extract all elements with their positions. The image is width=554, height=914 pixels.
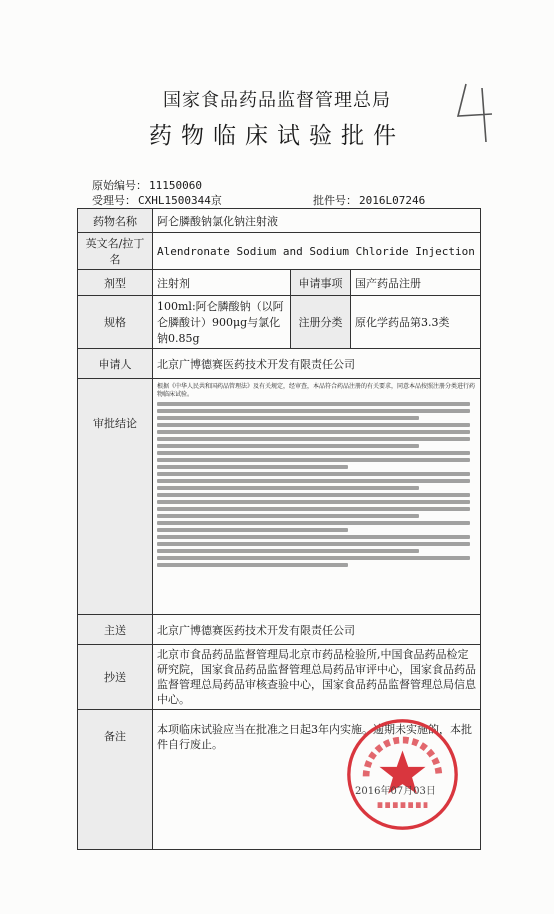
send-to: 北京广博德赛医药技术开发有限责任公司 (153, 615, 481, 645)
applicant-label: 申请人 (78, 349, 153, 379)
original-number-label: 原始编号： (92, 179, 147, 192)
registration-class-label: 注册分类 (291, 296, 351, 349)
acceptance-number (92, 192, 222, 208)
english-name: Alendronate Sodium and Sodium Chloride Injection (153, 233, 481, 270)
seal-date: 2016年07月03日 (355, 786, 436, 797)
document-title: 药物临床试验批件 (149, 123, 405, 149)
conclusion-fine-print (157, 402, 476, 567)
drug-name-label: 药物名称 (78, 209, 153, 233)
applicant: 北京广博德赛医药技术开发有限责任公司 (153, 349, 481, 379)
issuing-authority: 国家食品药品监督管理总局 (163, 90, 391, 111)
cc: 北京市食品药品监督管理局北京市药品检验所,中国食品药品检定研究院，国家食品药品监督管理总局药品审评中心，国家食品药品监督管理总局药品审核查验中心，国家食品药品监督管理总局信息中心。 (153, 645, 481, 710)
dosage-form-label: 剂型 (78, 270, 153, 296)
acceptance-number-label: 受理号： (92, 194, 136, 207)
conclusion-body (153, 379, 481, 615)
approval-number-value: 2016L07246 (359, 194, 426, 207)
specification-label: 规格 (78, 296, 153, 349)
original-number (92, 177, 202, 193)
approval-number-label: 批件号： (313, 194, 357, 207)
dosage-form: 注射剂 (153, 270, 291, 296)
specification: 100ml:阿仑膦酸钠（以阿仑膦酸计）900μg与氯化钠0.85g (153, 296, 291, 349)
english-name-label: 英文名/拉丁名 (78, 233, 153, 270)
remarks-label: 备注 (78, 710, 153, 850)
send-to-label: 主送 (78, 615, 153, 645)
application-item-label: 申请事项 (291, 270, 351, 296)
conclusion-label: 审批结论 (78, 379, 153, 615)
acceptance-number-value: CXHL1500344京 (138, 194, 222, 207)
drug-name: 阿仑膦酸钠氯化钠注射液 (153, 209, 481, 233)
registration-class: 原化学药品第3.3类 (351, 296, 481, 349)
cc-label: 抄送 (78, 645, 153, 710)
original-number-value: 11150060 (149, 179, 202, 192)
approval-number (313, 192, 425, 208)
application-item: 国产药品注册 (351, 270, 481, 296)
conclusion-intro: 根据《中华人民共和国药品管理法》及有关规定，经审查，本品符合药品注册的有关要求，同意本品按照注册分类进行药物临床试验。 (157, 383, 476, 398)
remarks: 本项临床试验应当在批准之日起3年内实施。逾期未实施的，本批件自行废止。 (153, 710, 481, 850)
official-seal (345, 717, 460, 832)
